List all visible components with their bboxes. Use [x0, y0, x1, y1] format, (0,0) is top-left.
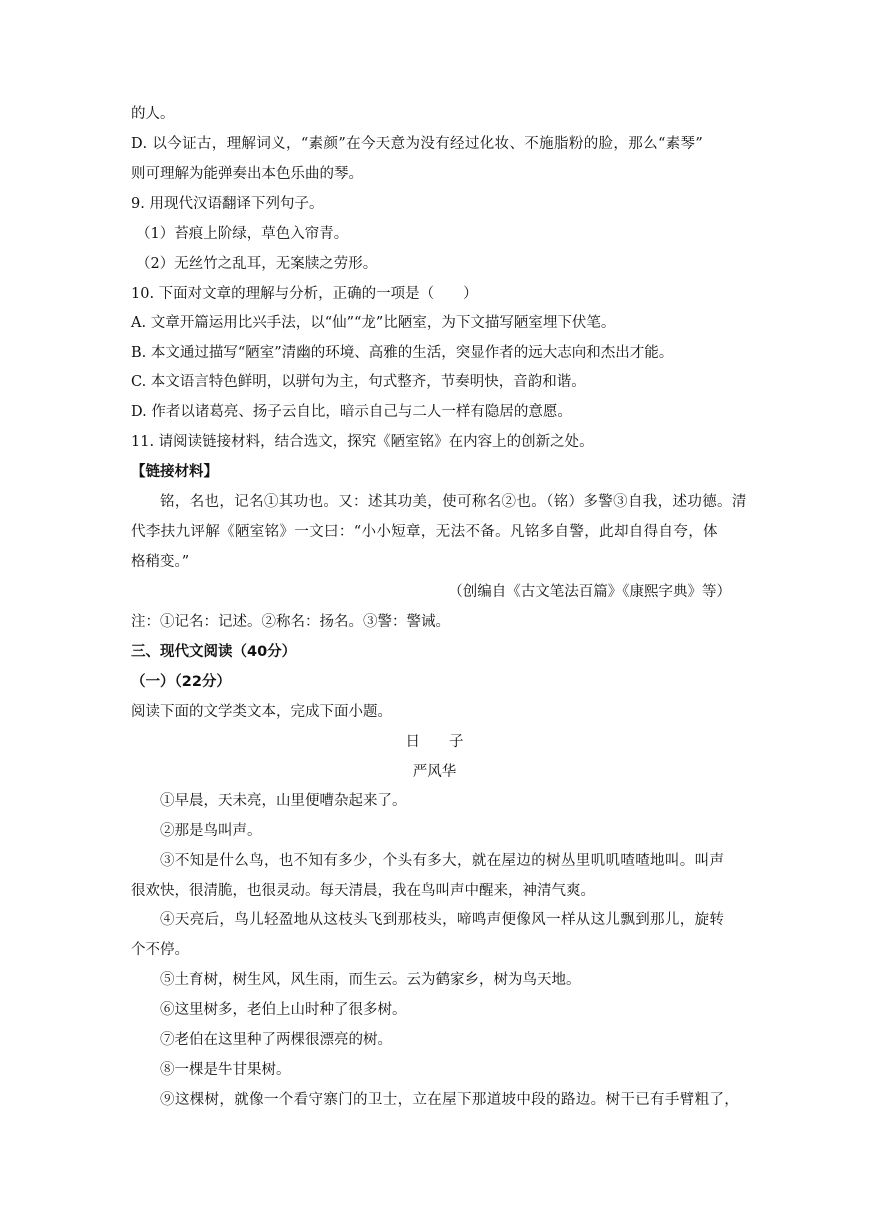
paragraph: ①早晨，天未亮，山里便嘈杂起来了。: [160, 793, 407, 809]
link-material-text: 格稍变。”: [131, 554, 190, 570]
subsection-heading: （一）（22分）: [131, 674, 231, 690]
option-b: B. 本文通过描写“陋室”清幽的环境、高雅的生活，突显作者的远大志向和杰出才能。: [131, 345, 674, 361]
link-material-heading: 【链接材料】: [131, 464, 218, 480]
source-citation: （创编自《古文笔法百篇》《康熙字典》等）: [448, 584, 731, 600]
question-10: 10. 下面对文章的理解与分析，正确的一项是（ ）: [131, 286, 478, 302]
option-d: D. 作者以诸葛亮、扬子云自比，暗示自己与二人一样有隐居的意愿。: [131, 404, 572, 420]
link-material-text: 铭，名也，记名①其功也。又：述其功美，使可称名②也。（铭）多警③自我，述功德。清: [160, 494, 747, 510]
text-line: 则可理解为能弹奏出本色乐曲的琴。: [131, 166, 363, 182]
section-heading: 三、现代文阅读（40分）: [131, 644, 297, 660]
article-title: 日 子: [405, 734, 464, 750]
paragraph: ⑤土育树，树生风，风生雨，而生云。云为鹤家乡，树为鸟天地。: [160, 972, 581, 988]
link-material-text: 代李扶九评解《陋室铭》一文曰：“小小短章，无法不备。凡铭多自警，此却自得自夸，体: [131, 524, 718, 540]
option-a: A. 文章开篇运用比兴手法，以“仙”“龙”比陋室，为下文描写陋室埋下伏笔。: [131, 315, 616, 331]
question-9-item-1: （1）苔痕上阶绿，草色入帘青。: [136, 226, 349, 242]
option-d-line: D. 以今证古，理解词义，“素颜”在今天意为没有经过化妆、不施脂粉的脸，那么“素琴”: [131, 136, 704, 152]
paragraph: ③不知是什么鸟，也不知有多少，个头有多大，就在屋边的树丛里叽叽喳喳地叫。叫声: [160, 853, 725, 869]
option-c: C. 本文语言特色鲜明，以骈句为主，句式整齐，节奏明快，音韵和谐。: [131, 374, 586, 390]
paragraph: ④天亮后，鸟儿轻盈地从这枝头飞到那枝头，啼鸣声便像风一样从这儿飘到那儿，旋转: [160, 912, 725, 928]
question-9: 9. 用现代汉语翻译下列句子。: [131, 196, 324, 212]
paragraph: ②那是鸟叫声。: [160, 823, 262, 839]
paragraph: 很欢快，很清脆，也很灵动。每天清晨，我在鸟叫声中醒来，神清气爽。: [131, 883, 595, 899]
article-author: 严风华: [412, 764, 457, 780]
text-line: 的人。: [131, 106, 175, 122]
question-11: 11. 请阅读链接材料，结合选文，探究《陋室铭》在内容上的创新之处。: [131, 434, 594, 450]
question-9-item-2: （2）无丝竹之乱耳，无案牍之劳形。: [136, 256, 378, 272]
paragraph: 个不停。: [131, 942, 189, 958]
instruction: 阅读下面的文学类文本，完成下面小题。: [131, 704, 392, 720]
paragraph: ⑦老伯在这里种了两棵很漂亮的树。: [160, 1032, 392, 1048]
paragraph: ⑥这里树多，老伯上山时种了很多树。: [160, 1002, 407, 1018]
notes: 注：①记名：记述。②称名：扬名。③警：警诫。: [131, 614, 450, 630]
paragraph: ⑨这棵树，就像一个看守寨门的卫士，立在屋下那道坡中段的路边。树干已有手臂粗了，: [160, 1092, 740, 1108]
paragraph: ⑧一棵是牛甘果树。: [160, 1062, 291, 1078]
